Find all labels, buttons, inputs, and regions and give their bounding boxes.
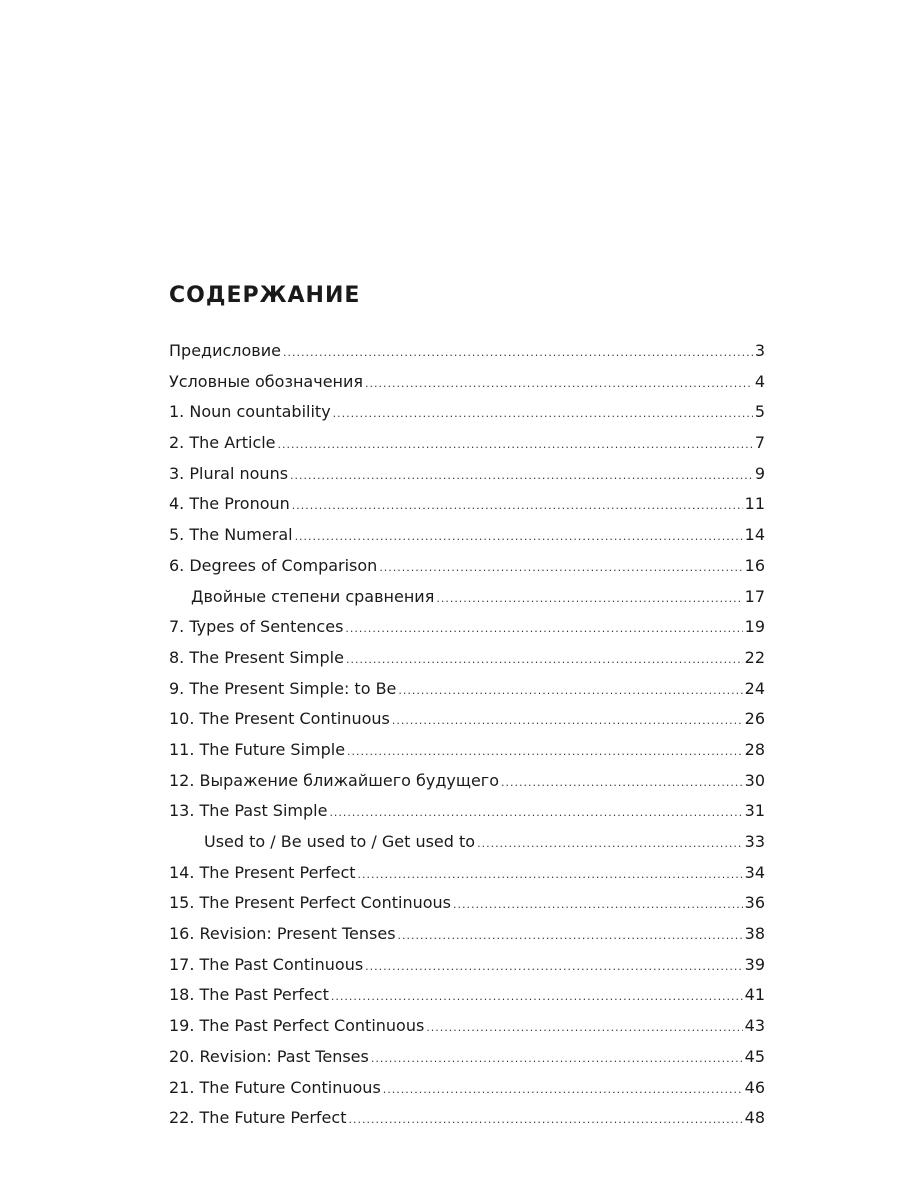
toc-entry-label: 10. The Present Continuous	[169, 709, 390, 729]
toc-dot-leader	[371, 1044, 743, 1073]
toc-entry[interactable]	[169, 858, 765, 889]
toc-entry-page-number: 24	[744, 678, 765, 698]
toc-entry-page-number: 3	[754, 341, 765, 360]
toc-dot-leader	[348, 1105, 742, 1134]
toc-dot-leader	[346, 645, 743, 674]
toc-entry-label: 15. The Present Perfect Continuous	[169, 893, 451, 913]
toc-entry[interactable]	[169, 1011, 765, 1042]
toc-dot-leader	[290, 461, 753, 490]
toc-entry[interactable]	[169, 1042, 765, 1073]
toc-dot-leader	[426, 1013, 742, 1042]
toc-entry-page-number: 30	[744, 770, 765, 790]
toc-entry-page-number: 28	[744, 739, 765, 759]
toc-entry-page-number: 16	[744, 555, 765, 575]
toc-dot-leader	[392, 706, 743, 735]
toc-entry[interactable]	[169, 336, 765, 367]
toc-entry[interactable]	[169, 643, 765, 674]
toc-entry-page-number: 5	[754, 402, 765, 422]
toc-entry-label: 7. Types of Sentences	[169, 617, 344, 637]
toc-entry[interactable]	[169, 766, 765, 797]
toc-entry[interactable]	[169, 520, 765, 551]
toc-entry[interactable]	[169, 1103, 765, 1134]
toc-entry-page-number: 48	[744, 1108, 765, 1128]
toc-entry-label: 3. Plural nouns	[169, 463, 289, 483]
toc-entry[interactable]	[169, 735, 765, 766]
toc-entry-page-number: 22	[744, 647, 765, 667]
toc-dot-leader	[278, 430, 753, 459]
toc-dot-leader	[453, 890, 743, 919]
toc-dot-leader	[331, 982, 743, 1011]
toc-entry-page-number: 41	[744, 985, 765, 1005]
toc-entry-page-number: 38	[744, 924, 765, 944]
toc-entry-page-number: 4	[754, 371, 765, 391]
toc-entry-label: 11. The Future Simple	[169, 739, 346, 759]
toc-entry-label: 9. The Present Simple: to Be	[169, 678, 397, 698]
toc-dot-leader	[383, 1075, 743, 1104]
toc-entry-label: 19. The Past Perfect Continuous	[169, 1016, 425, 1036]
toc-dot-leader	[398, 921, 743, 950]
toc-entry-label: 5. The Numeral	[169, 525, 293, 545]
toc-entry-label: Предисловие	[169, 341, 281, 360]
toc-entry-label: 18. The Past Perfect	[169, 985, 329, 1005]
toc-dot-leader	[379, 553, 742, 582]
toc-entry-label: 6. Degrees of Comparison	[169, 555, 378, 575]
toc-entry-label: 16. Revision: Present Tenses	[169, 924, 396, 944]
toc-dot-leader	[365, 369, 753, 398]
toc-dot-leader	[358, 860, 743, 889]
toc-entry-label: 14. The Present Perfect	[169, 862, 356, 882]
toc-list	[169, 336, 765, 1134]
toc-entry-label: 4. The Pronoun	[169, 494, 290, 514]
toc-dot-leader	[329, 798, 742, 827]
toc-dot-leader	[501, 768, 743, 797]
toc-entry[interactable]	[169, 796, 765, 827]
toc-entry[interactable]	[169, 980, 765, 1011]
toc-entry-label: Двойные степени сравнения	[191, 586, 435, 606]
toc-entry[interactable]	[169, 367, 765, 398]
toc-entry[interactable]	[169, 582, 765, 613]
toc-entry-page-number: 19	[744, 617, 765, 637]
toc-dot-leader	[333, 399, 753, 428]
toc-entry[interactable]	[169, 428, 765, 459]
toc-entry[interactable]	[169, 489, 765, 520]
toc-entry-label: 20. Revision: Past Tenses	[169, 1046, 369, 1066]
toc-entry-label: Условные обозначения	[169, 371, 364, 391]
table-of-contents	[169, 278, 765, 1134]
toc-entry-page-number: 34	[744, 862, 765, 882]
toc-entry[interactable]	[169, 459, 765, 490]
toc-entry-page-number: 31	[744, 801, 765, 821]
toc-entry[interactable]	[169, 704, 765, 735]
toc-entry-page-number: 9	[754, 463, 765, 483]
toc-entry[interactable]	[169, 827, 765, 858]
toc-dot-leader	[365, 952, 742, 981]
toc-entry[interactable]	[169, 551, 765, 582]
toc-entry-label: Used to / Be used to / Get used to	[204, 832, 476, 851]
toc-entry-label: 1. Noun countability	[169, 402, 331, 422]
toc-dot-leader	[436, 584, 742, 613]
toc-entry-page-number: 26	[744, 709, 765, 729]
toc-entry-label: 21. The Future Continuous	[169, 1077, 381, 1097]
toc-entry[interactable]	[169, 674, 765, 705]
toc-entry[interactable]	[169, 1073, 765, 1104]
toc-dot-leader	[345, 614, 742, 643]
toc-entry-label: 12. Выражение ближайшего будущего	[169, 770, 499, 790]
toc-dot-leader	[295, 522, 743, 551]
toc-entry-label: 17. The Past Continuous	[169, 954, 364, 974]
toc-entry[interactable]	[169, 397, 765, 428]
toc-entry-page-number: 33	[744, 832, 765, 851]
toc-entry-page-number: 14	[744, 525, 765, 545]
toc-entry-page-number: 43	[744, 1016, 765, 1036]
toc-entry[interactable]	[169, 612, 765, 643]
toc-entry[interactable]	[169, 919, 765, 950]
toc-entry-page-number: 46	[744, 1077, 765, 1097]
toc-entry[interactable]	[169, 888, 765, 919]
toc-entry-label: 22. The Future Perfect	[169, 1108, 347, 1128]
toc-entry-page-number: 45	[744, 1046, 765, 1066]
toc-dot-leader	[292, 491, 743, 520]
toc-dot-leader	[398, 676, 742, 705]
page-title: СОДЕРЖАНИЕ	[169, 283, 361, 308]
toc-entry-page-number: 11	[744, 494, 765, 514]
toc-entry-label: 2. The Article	[169, 433, 276, 453]
toc-entry-label: 8. The Present Simple	[169, 647, 344, 667]
toc-dot-leader	[347, 737, 743, 766]
toc-dot-leader	[283, 338, 753, 367]
toc-entry-page-number: 7	[754, 433, 765, 453]
toc-entry-page-number: 17	[744, 586, 765, 606]
toc-entry-page-number: 39	[744, 954, 765, 974]
toc-entry-page-number: 36	[744, 893, 765, 913]
toc-dot-leader	[477, 829, 743, 858]
toc-entry-label: 13. The Past Simple	[169, 801, 328, 821]
toc-entry[interactable]	[169, 950, 765, 981]
